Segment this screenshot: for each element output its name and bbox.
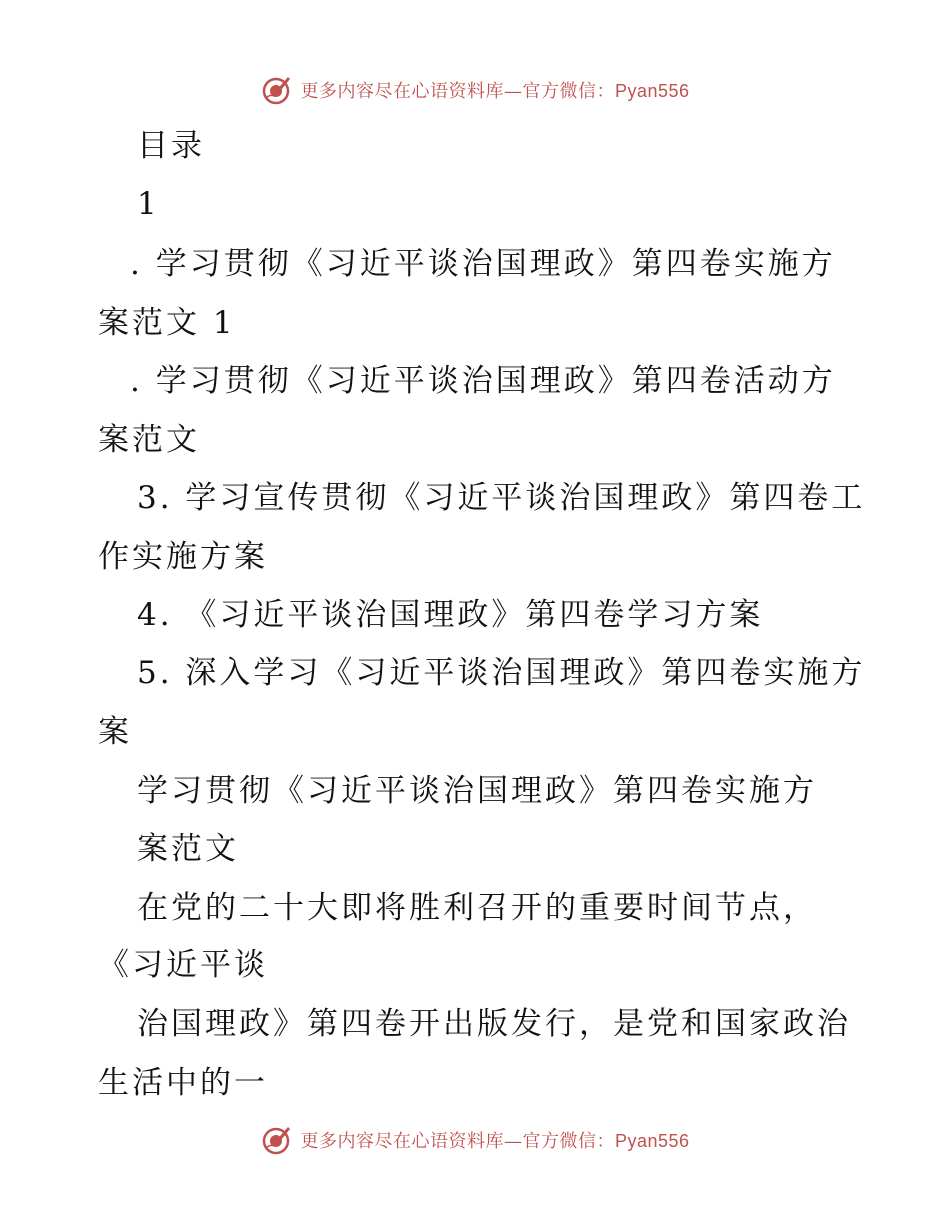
banner-wechat-id: Pyan556 — [614, 1131, 690, 1151]
banner-main-text: 更多内容尽在心语资料库 — [300, 81, 504, 102]
section-title-line-1: 学习贯彻《习近平谈治国理政》第四卷实施方 — [137, 773, 817, 809]
banner-wechat-label: 官方微信： — [522, 1131, 615, 1152]
toc-item-1-line-2: 案范文 1 — [98, 305, 236, 341]
toc-item-5-line-2: 案 — [98, 714, 132, 750]
toc-item-3-line-1: 3. 学习宣传贯彻《习近平谈治国理政》第四卷工 — [137, 480, 866, 516]
banner-text — [300, 1127, 689, 1153]
body-paragraph-line-2: 《习近平谈 — [98, 947, 268, 983]
toc-item-2-line-2: 案范文 — [98, 422, 200, 458]
body-paragraph-line-1: 在党的二十大即将胜利召开的重要时间节点， — [137, 890, 817, 926]
quill-circle-logo-icon — [260, 1124, 292, 1156]
toc-number: 1 — [137, 186, 160, 222]
toc-item-2-line-1: . 学习贯彻《习近平谈治国理政》第四卷活动方 — [130, 363, 836, 399]
toc-item-3-line-2: 作实施方案 — [98, 539, 268, 575]
footer-watermark-banner — [0, 1120, 950, 1160]
banner-wechat-label: 官方微信： — [522, 81, 615, 102]
banner-dash: — — [503, 1131, 523, 1152]
toc-item-5-line-1: 5. 深入学习《习近平谈治国理政》第四卷实施方 — [137, 655, 866, 691]
banner-wechat-id: Pyan556 — [614, 81, 690, 101]
toc-item-4: 4. 《习近平谈治国理政》第四卷学习方案 — [137, 597, 764, 633]
banner-main-text: 更多内容尽在心语资料库 — [300, 1131, 504, 1152]
banner-dash: — — [503, 81, 523, 102]
body-paragraph-line-3: 治国理政》第四卷开出版发行，是党和国家政治 — [137, 1006, 851, 1042]
toc-heading: 目录 — [137, 128, 205, 164]
body-paragraph-line-4: 生活中的一 — [98, 1065, 268, 1101]
section-title-line-2: 案范文 — [137, 831, 239, 867]
toc-item-1-line-1: . 学习贯彻《习近平谈治国理政》第四卷实施方 — [130, 246, 836, 282]
